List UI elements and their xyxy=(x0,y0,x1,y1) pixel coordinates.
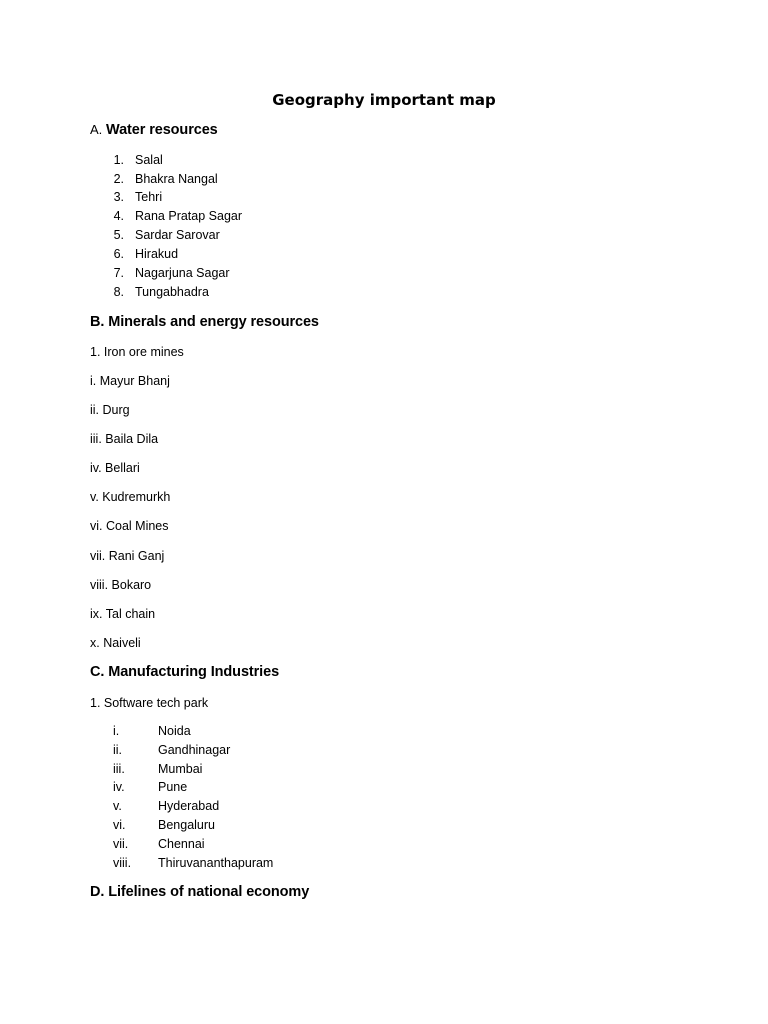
list-item-number: v. xyxy=(113,799,122,813)
list-item: Sardar Sarovar xyxy=(135,228,220,242)
list-item: Tehri xyxy=(135,190,163,204)
list-item-number: 6. xyxy=(113,247,124,261)
list-item-number: vii. xyxy=(113,837,129,851)
list-item: Pune xyxy=(158,780,188,794)
list-item: i. Mayur Bhanj xyxy=(90,374,170,388)
list-item: Tungabhadra xyxy=(135,285,209,299)
section-c-heading: C. Manufacturing Industries xyxy=(90,664,280,680)
list-item: Mumbai xyxy=(158,762,203,776)
list-item-number: 4. xyxy=(113,209,124,223)
list-item: Nagarjuna Sagar xyxy=(135,266,230,280)
list-item-number: i. xyxy=(113,724,120,738)
list-item-number: 8. xyxy=(113,285,124,299)
list-item: Gandhinagar xyxy=(158,743,231,757)
list-item: 1. Iron ore mines xyxy=(90,345,184,359)
page-title: Geography important map xyxy=(272,91,496,109)
list-item: Chennai xyxy=(158,837,205,851)
list-item-number: 2. xyxy=(113,172,124,186)
list-item: viii. Bokaro xyxy=(90,578,152,592)
list-item-number: iv. xyxy=(113,780,125,794)
list-item: ix. Tal chain xyxy=(90,607,156,621)
list-item-number: 3. xyxy=(113,190,124,204)
section-a-title: Water resources xyxy=(106,122,218,138)
list-item: Salal xyxy=(135,153,163,167)
list-item: Bengaluru xyxy=(158,818,215,832)
list-item: Thiruvananthapuram xyxy=(158,856,274,870)
list-item: iii. Baila Dila xyxy=(90,432,159,446)
list-item: Noida xyxy=(158,724,191,738)
list-item-number: 5. xyxy=(113,228,124,242)
list-item: ii. Durg xyxy=(90,403,130,417)
list-item: Hyderabad xyxy=(158,799,220,813)
list-item: v. Kudremurkh xyxy=(90,490,171,504)
list-item: iv. Bellari xyxy=(90,461,140,475)
section-a-prefix: A. xyxy=(90,122,103,137)
list-item: Rana Pratap Sagar xyxy=(135,209,243,223)
list-item-number: iii. xyxy=(113,762,125,776)
list-item-number: vi. xyxy=(113,818,126,832)
section-a-heading xyxy=(90,120,218,140)
list-item: Bhakra Nangal xyxy=(135,172,218,186)
list-item: vi. Coal Mines xyxy=(90,519,169,533)
list-item-number: 7. xyxy=(113,266,124,280)
list-item: Hirakud xyxy=(135,247,179,261)
section-b-heading: B. Minerals and energy resources xyxy=(90,314,319,330)
list-item-number: viii. xyxy=(113,856,132,870)
section-c-subheading: 1. Software tech park xyxy=(90,696,209,710)
list-item: x. Naiveli xyxy=(90,636,141,650)
list-item: vii. Rani Ganj xyxy=(90,549,165,563)
list-item-number: 1. xyxy=(113,153,124,167)
section-d-heading: D. Lifelines of national economy xyxy=(90,884,310,900)
list-item-number: ii. xyxy=(113,743,123,757)
